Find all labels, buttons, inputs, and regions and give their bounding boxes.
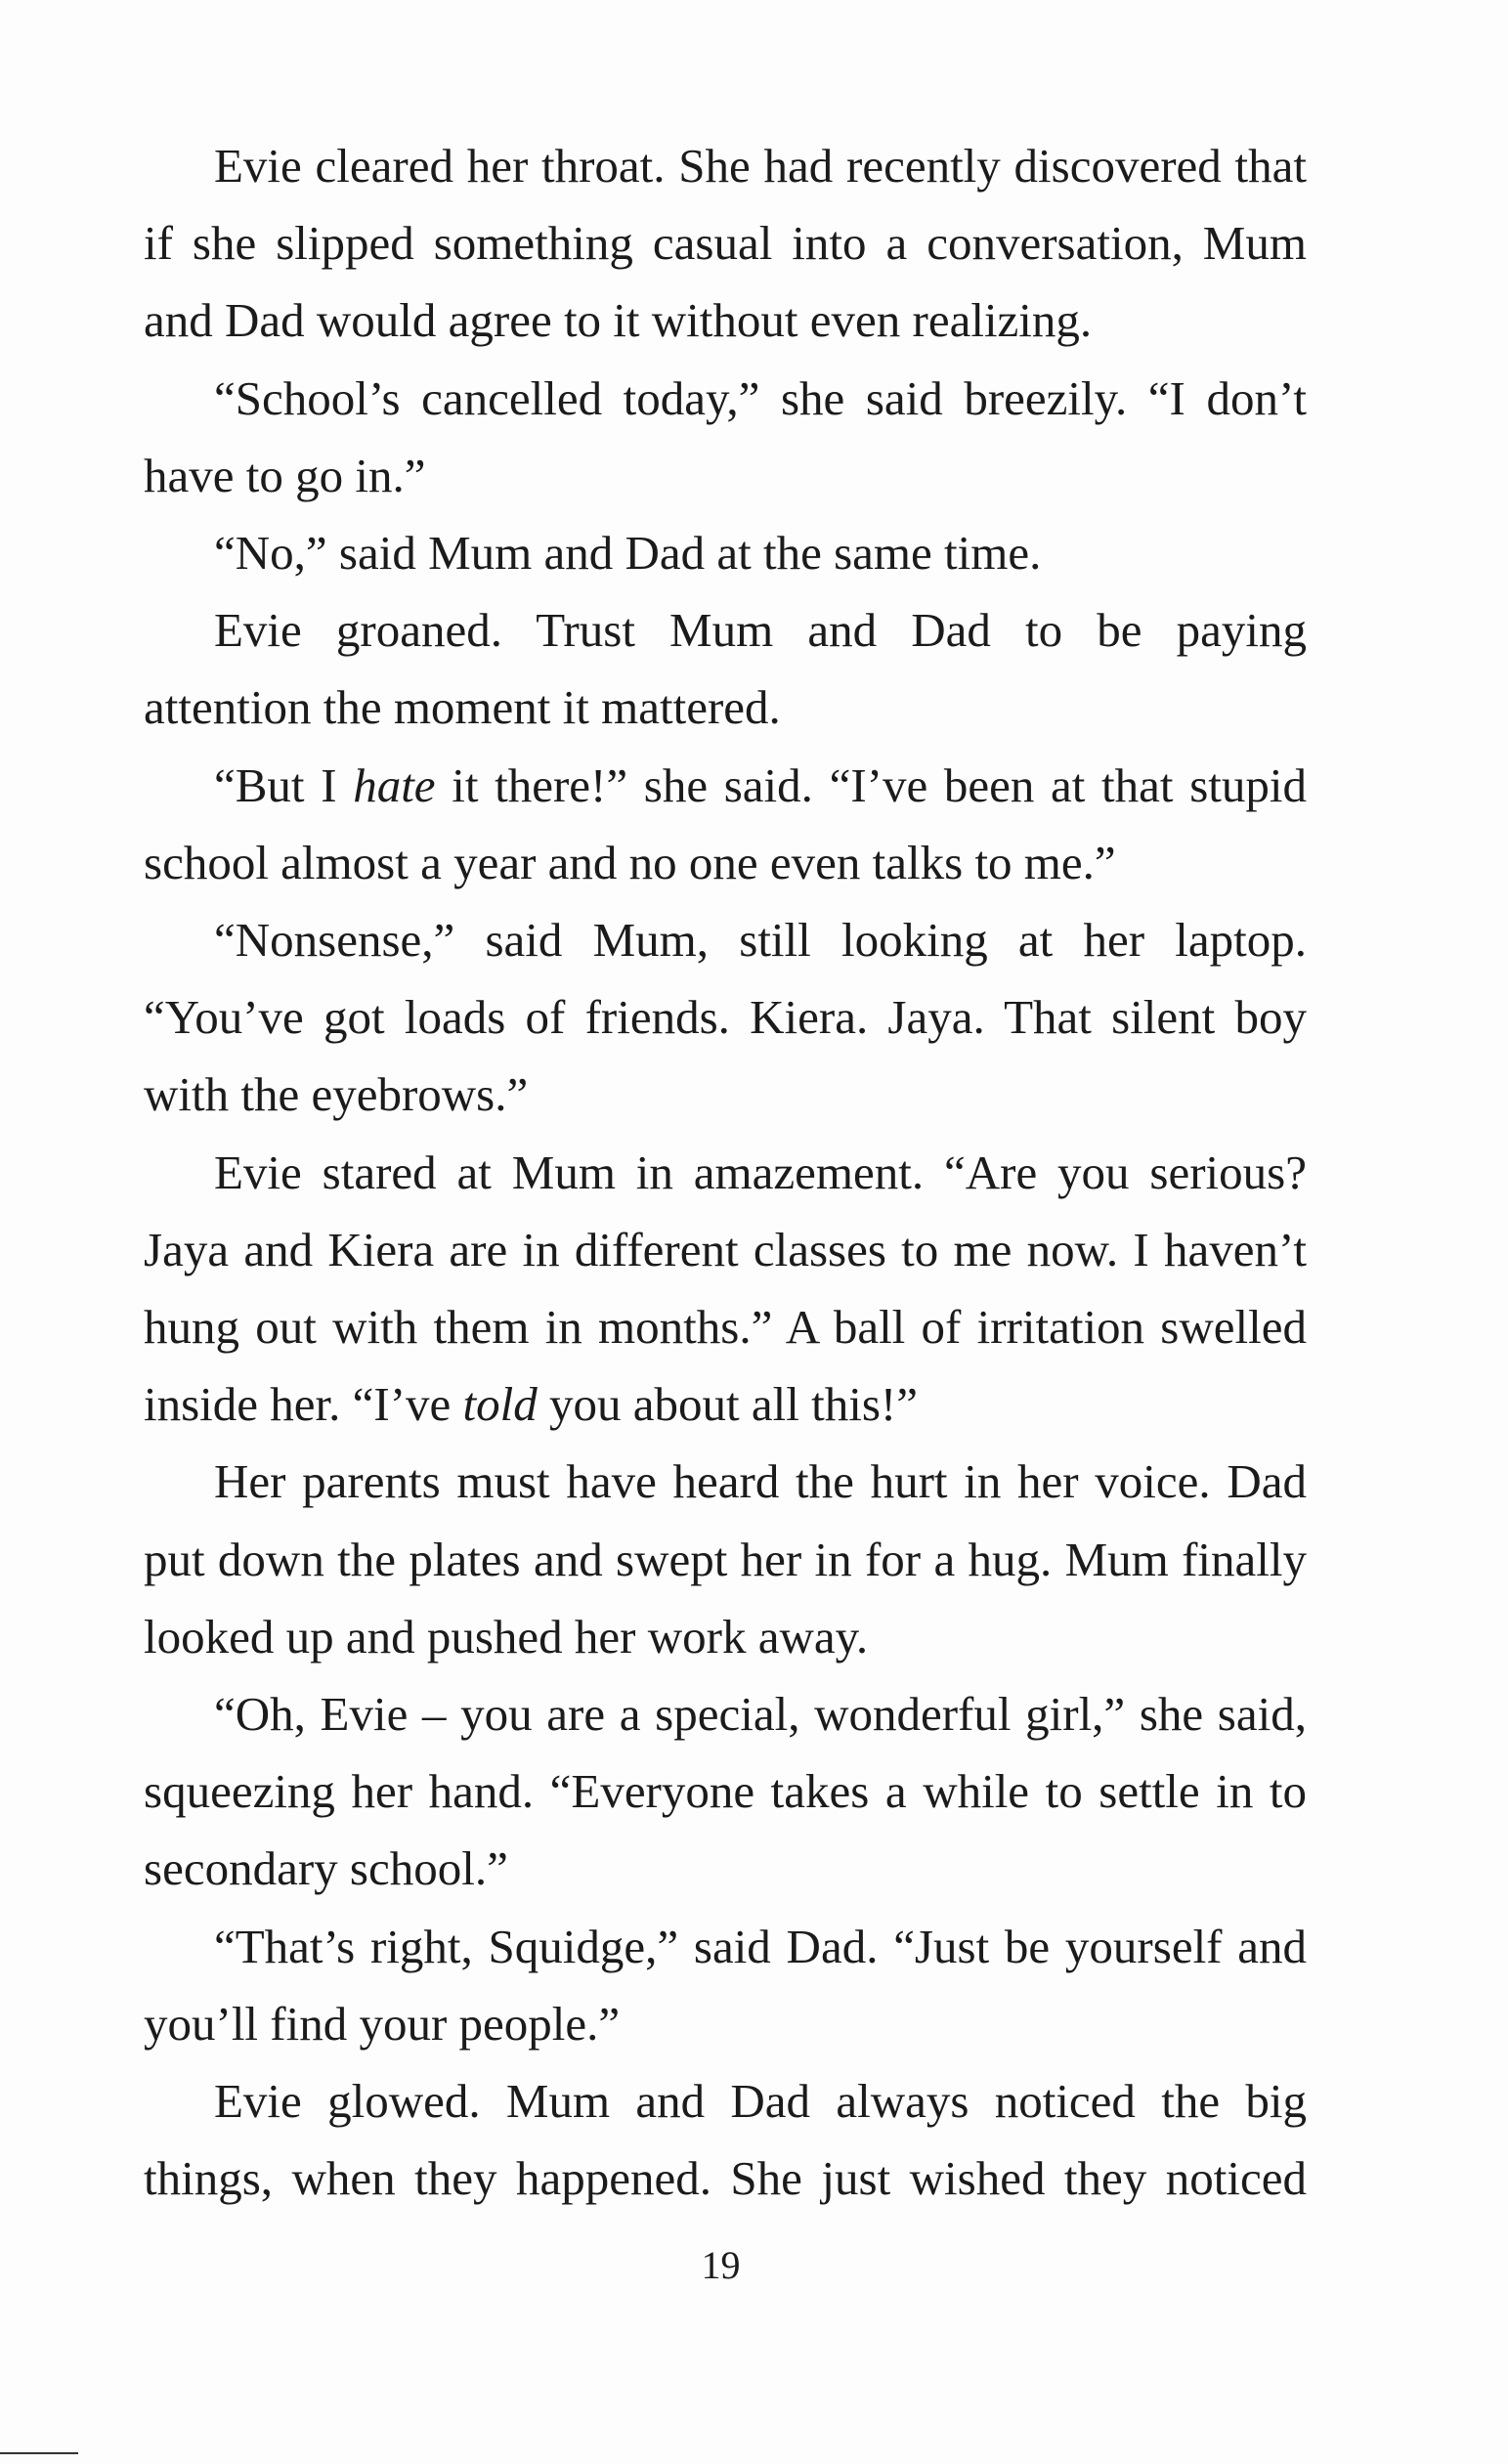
paragraph [144,747,1307,901]
paragraph-text: it there!” she said. “I’ve been at that stupid school almost a year and no one even talks to me.” [144,757,1307,889]
paragraph [144,514,1307,591]
paragraph [144,1443,1307,1675]
paragraph-text: “No,” said Mum and Dad at the same time. [214,526,1042,581]
paragraph [144,901,1307,1134]
emphasis-text: told [462,1377,538,1432]
page-edge-divider [0,2452,78,2454]
paragraph-text: “Nonsense,” said Mum, still looking at her laptop. “You’ve got loads of friends. Kiera. Jaya. That silent boy with the eyebrows.” [144,913,1307,1122]
paragraph-text: you about all this!” [537,1377,918,1432]
paragraph-text: Evie stared at Mum in amazement. “Are you serious? Jaya and Kiera are in different classes to me now. I haven’t hung out with them in months.” A ball of irritation swelled inside her. “I’ve [144,1145,1307,1432]
page-number: 19 [701,2243,741,2287]
paragraph [144,2062,1307,2217]
paragraph-text: Evie glowed. Mum and Dad always noticed the big things, when they happened. She just wished they noticed [144,2074,1307,2206]
emphasis-text: hate [353,757,436,812]
paragraph [144,360,1307,514]
paragraph-text: “School’s cancelled today,” she said breezily. “I don’t have to go in.” [144,370,1307,502]
paragraph [144,1134,1307,1444]
paragraph [144,1675,1307,1908]
paragraph [144,127,1307,360]
body-text [144,127,1307,2217]
paragraph [144,591,1307,746]
paragraph-text: “Oh, Evie – you are a special, wonderful girl,” she said, squeezing her hand. “Everyone takes a while to settle in to secondary school.” [144,1687,1307,1896]
paragraph [144,1908,1307,2062]
paragraph-text: “But I [214,757,354,812]
paragraph-text: Her parents must have heard the hurt in her voice. Dad put down the plates and swept her in for a hug. Mum finally looked up and pushed her work away. [144,1454,1307,1664]
paragraph-text: “That’s right, Squidge,” said Dad. “Just be yourself and you’ll find your people.” [144,1919,1307,2051]
paragraph-text: Evie groaned. Trust Mum and Dad to be paying attention the moment it mattered. [144,603,1307,735]
paragraph-text: Evie cleared her throat. She had recently discovered that if she slipped something casual into a conversation, Mum and Dad would agree to it without even realizing. [144,139,1307,348]
